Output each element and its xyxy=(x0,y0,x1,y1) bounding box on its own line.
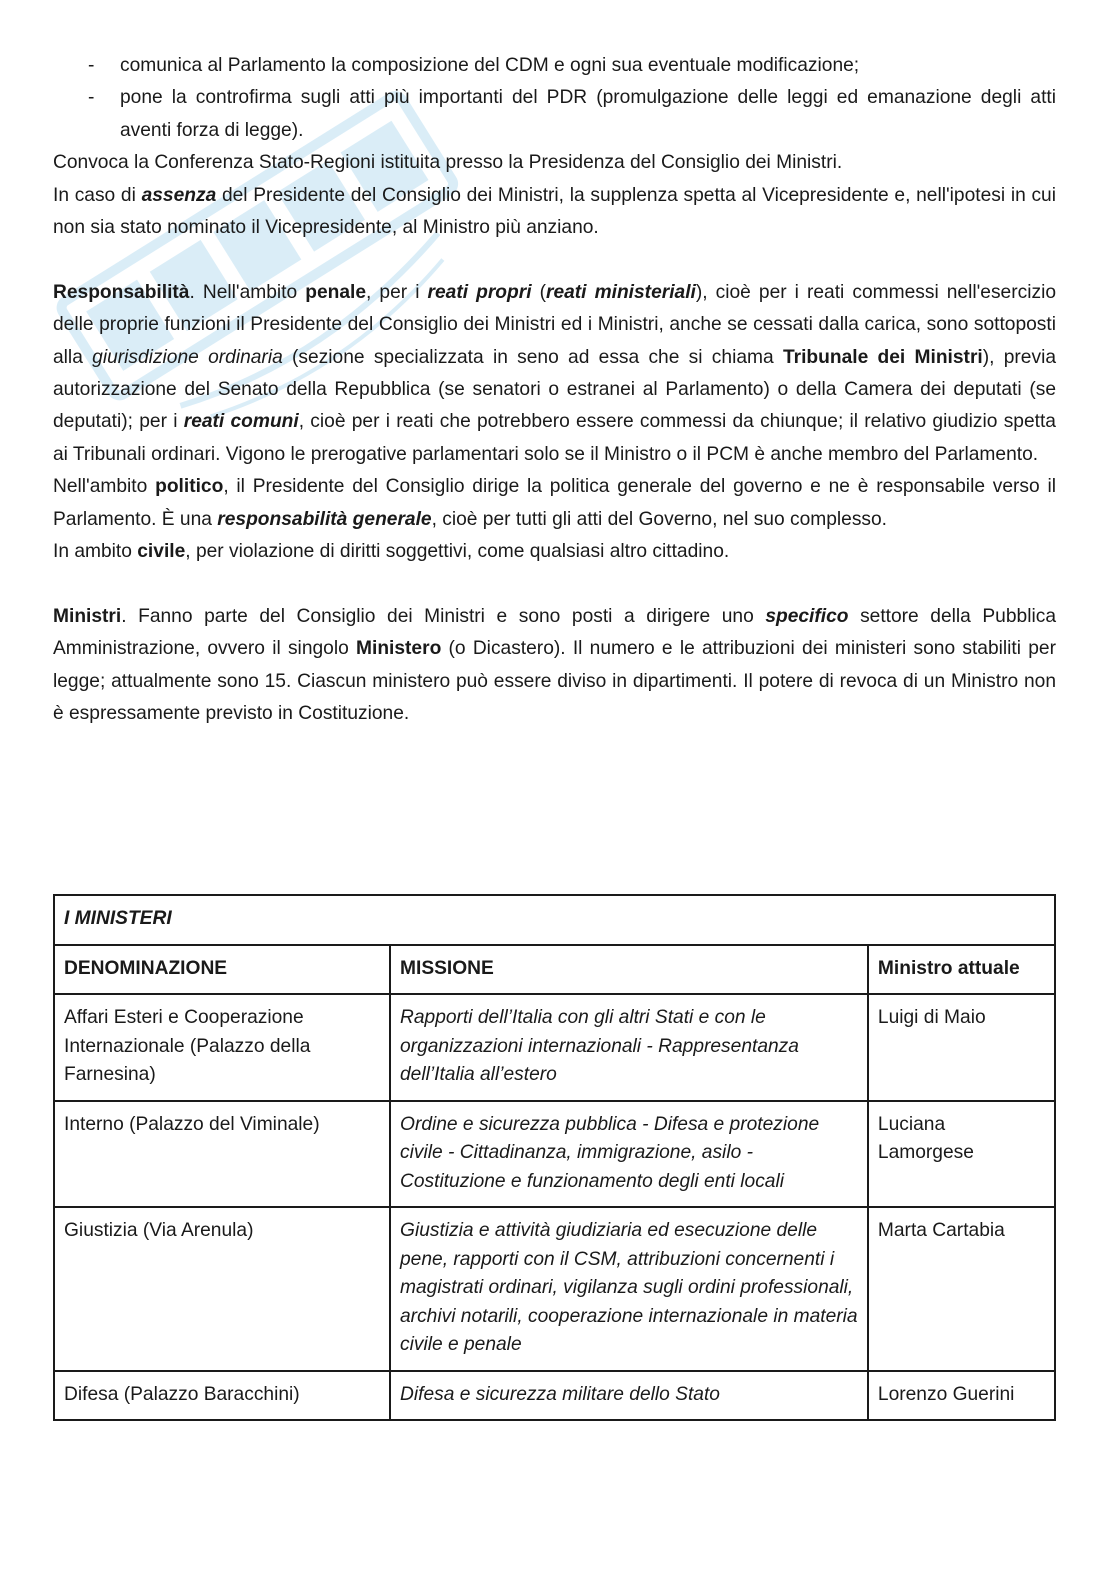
header-missione: MISSIONE xyxy=(390,945,868,995)
table-row xyxy=(54,1101,1055,1208)
table-row xyxy=(54,994,1055,1101)
header-ministro: Ministro attuale xyxy=(868,945,1055,995)
spacer xyxy=(53,244,1056,276)
ministeri-table xyxy=(53,894,1056,1421)
bullet-marker: - xyxy=(88,55,95,76)
table-title-row xyxy=(54,895,1055,945)
cell-ministro: Marta Cartabia xyxy=(868,1207,1055,1371)
cell-denominazione: Affari Esteri e Cooperazione Internazionale (Palazzo della Farnesina) xyxy=(54,994,390,1101)
table-header-row xyxy=(54,945,1055,995)
paragraph-conferenza: Convoca la Conferenza Stato-Regioni istituita presso la Presidenza del Consiglio dei Ministri. xyxy=(53,152,843,174)
header-denominazione: DENOMINAZIONE xyxy=(54,945,390,995)
cell-missione: Ordine e sicurezza pubblica - Difesa e protezione civile - Cittadinanza, immigrazione, asilo - Costituzione e funzionamento degli enti locali xyxy=(390,1101,868,1208)
paragraph-ministri: Ministri. Fanno parte del Consiglio dei Ministri e sono posti a dirigere uno specifico settore della Pubblica Amministrazione, ovvero il singolo Ministero (o Dicastero). Il numero e le attribuzioni dei ministeri sono stabiliti per legge; attualmente sono 15. Ciascun ministero può essere diviso in dipartimenti. Il potere di revoca di un Ministro non è espressamente previsto in Costituzione. xyxy=(53,605,1056,725)
bullet-list xyxy=(53,50,1056,147)
cell-ministro: Luigi di Maio xyxy=(868,994,1055,1101)
cell-denominazione: Difesa (Palazzo Baracchini) xyxy=(54,1371,390,1421)
paragraph-civile: In ambito civile, per violazione di diritti soggettivi, come qualsiasi altro cittadino. xyxy=(53,541,730,563)
table-row xyxy=(54,1371,1055,1421)
list-item: - pone la controfirma sugli atti più importanti del PDR (promulgazione delle leggi ed emanazione degli atti aventi forza di legge). xyxy=(120,82,1056,147)
table-row xyxy=(54,1207,1055,1371)
cell-missione: Rapporti dell’Italia con gli altri Stati e con le organizzazioni internazionali - Rappresentanza dell’Italia all’estero xyxy=(390,994,868,1101)
table-title: I MINISTERI xyxy=(54,895,1055,945)
cell-ministro: Luciana Lamorgese xyxy=(868,1101,1055,1208)
paragraph-responsabilita: Responsabilità. Nell'ambito penale, per i reati propri (reati ministeriali), cioè per i reati commessi nell'esercizio delle proprie funzioni il Presidente del Consiglio dei Ministri ed i Ministri, anche se cessati dalla carica, sono sottoposti alla giurisdizione ordinaria (sezione specializzata in seno ad essa che si chiama Tribunale dei Ministri), previa autorizzazione del Senato della Repubblica (se senatori o estranei al Parlamento) o della Camera dei deputati (se deputati); per i reati comuni, cioè per i reati che potrebbero essere commessi da chiunque; il relativo giudizio spetta ai Tribunali ordinari. Vigono le prerogative parlamentari solo se il Ministro o il PCM è anche membro del Parlamento. xyxy=(53,281,1057,465)
cell-missione: Giustizia e attività giudiziaria ed esecuzione delle pene, rapporti con il CSM, attribuzioni concernenti i magistrati ordinari, vigilanza sugli ordini professionali, archivi notarili, cooperazione internazionale in materia civile e penale xyxy=(390,1207,868,1371)
bullet-marker: - xyxy=(88,87,95,109)
cell-denominazione: Interno (Palazzo del Viminale) xyxy=(54,1101,390,1208)
document-body xyxy=(53,50,1056,731)
spacer xyxy=(53,568,1056,600)
cell-missione: Difesa e sicurezza militare dello Stato xyxy=(390,1371,868,1421)
cell-ministro: Lorenzo Guerini xyxy=(868,1371,1055,1421)
paragraph-assenza: In caso di assenza del Presidente del Consiglio dei Ministri, la supplenza spetta al Vicepresidente e, nell'ipotesi in cui non sia stato nominato il Vicepresidente, al Ministro più anziano. xyxy=(53,184,1056,239)
paragraph-politico: Nell'ambito politico, il Presidente del Consiglio dirige la politica generale del governo e ne è responsabile verso il Parlamento. È una responsabilità generale, cioè per tutti gli atti del Governo, nel suo complesso. xyxy=(53,476,1056,530)
cell-denominazione: Giustizia (Via Arenula) xyxy=(54,1207,390,1371)
list-item: - comunica al Parlamento la composizione del CDM e ogni sua eventuale modificazione; xyxy=(120,50,1056,82)
